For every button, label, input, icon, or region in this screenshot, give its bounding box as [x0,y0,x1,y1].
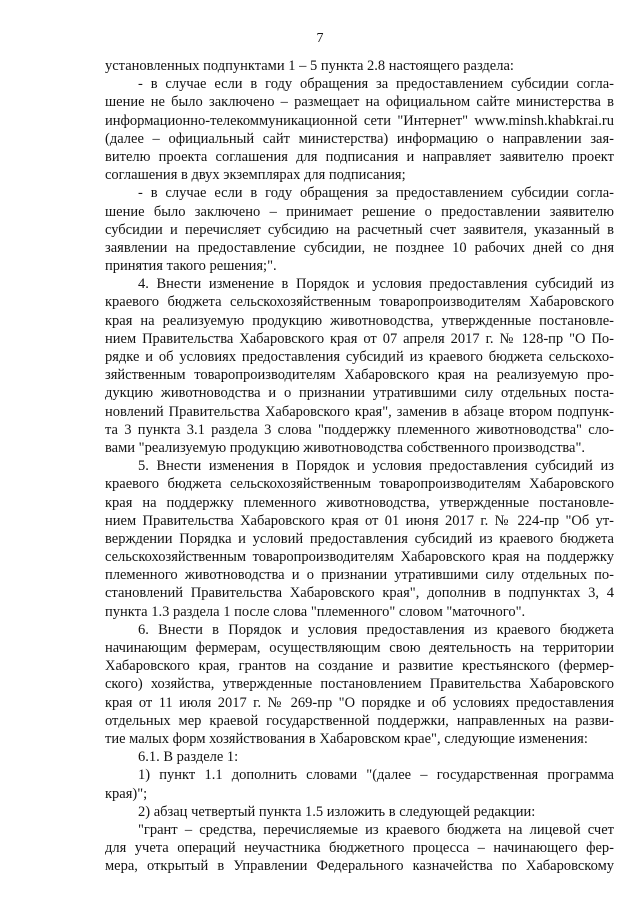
text-line: та 3 пункта 3.1 раздела 3 слова "поддержку племенного животноводства" сло- [105,421,614,438]
text-line: (далее – официальный сайт министерства) информацию о направлении зая- [105,130,614,147]
text-line: шение не было заключено – размещает на официальном сайте министерства в [105,94,614,111]
text-line: Хабаровского края, грантов на создание и развитие крестьянского (фермер- [105,658,614,675]
text-line: края на поддержку племенного животноводства, утвержденные постановле- [105,494,614,511]
text-line: информационно-телекоммуникационной сети "Интернет" www.minsh.khabkrai.ru [105,112,614,129]
text-line: установленных подпунктами 1 – 5 пункта 2.8 настоящего раздела: [105,58,514,74]
text-line: заявлении на предоставление субсидии, не позднее 10 рабочих дней со дня [105,239,614,256]
text-line: 6. Внести в Порядок и условия предоставления из краевого бюджета [138,621,614,638]
text-line: края)"; [105,785,148,802]
text-line: ского) хозяйства, утвержденные постановлением Правительства Хабаровского [105,676,614,693]
text-line: - в случае если в году обращения за предоставлением субсидии согла- [138,76,614,93]
text-line: 5. Внести изменения в Порядок и условия предоставления субсидий из [138,458,614,475]
text-line: верждении Порядка и условий предоставления субсидий из краевого бюджета [105,530,614,547]
text-line: дукцию животноводства и о признании утратившими силу отдельных поста- [105,385,614,402]
text-line: принятия такого решения;". [105,258,277,275]
text-line: 4. Внести изменение в Порядок и условия предоставления субсидий из [138,276,614,293]
text-line: соглашения в двух экземплярах для подписания; [105,167,406,184]
text-line: шение было заключено – принимает решение о предоставлении заявителю [105,203,614,220]
text-line: пункта 1.3 раздела 1 после слова "племенного" словом "маточного". [105,603,526,620]
text-line: для учета операций неучастника бюджетного процесса – начинающего фер- [105,840,614,857]
text-line: - в случае если в году обращения за предоставлением субсидии согла- [138,185,614,202]
text-line: тие малых форм хозяйствования в Хабаровском крае", следующие изменения: [105,730,588,747]
text-line: новлений Правительства Хабаровского края", заменив в абзаце втором подпунк- [105,403,614,420]
text-line: нием Правительства Хабаровского края от 07 апреля 2017 г. № 128-пр "О По- [105,330,614,347]
text-line: 1) пункт 1.1 дополнить словами "(далее – государственная программа [138,767,614,784]
text-line: краевого бюджета сельскохозяйственным товаропроизводителям Хабаровского [105,476,614,493]
text-line: мера, открытый в Управлении Федерального казначейства по Хабаровскому [105,858,614,875]
body-text [105,57,614,875]
text-line: субсидии и перечисляет субсидию на расчетный счет заявителя, указанный в [105,221,614,238]
text-line: сельскохозяйственным товаропроизводителям Хабаровского края на поддержку [105,549,614,566]
text-line: нием Правительства Хабаровского края от 01 июня 2017 г. № 224-пр "Об ут- [105,512,614,529]
text-line: становлений Правительства Хабаровского края", дополнив в подпунктах 3, 4 [105,585,614,602]
text-line: краевого бюджета сельскохозяйственным товаропроизводителям Хабаровского [105,294,614,311]
page-number: 7 [316,31,324,46]
text-line: 2) абзац четвертый пункта 1.5 изложить в следующей редакции: [138,803,536,820]
text-line: вами "реализуемую продукцию животноводства собственного производства". [105,439,586,456]
text-line: "грант – средства, перечисляемые из краевого бюджета на лицевой счет [138,821,614,838]
text-line: племенного животноводства и о признании утратившими силу отдельных по- [105,567,614,584]
text-line: края на реализуемую продукцию животноводства, утвержденные постановле- [105,312,614,329]
text-line: 6.1. В разделе 1: [138,749,239,766]
text-line: отдельных мер краевой государственной поддержки, направленных на разви- [105,712,614,729]
text-line: вителю проекта соглашения для подписания и направляет заявителю проект [105,148,614,165]
text-line: края от 11 июля 2017 г. № 269-пр "О порядке и об условиях предоставления [105,694,614,711]
text-line: начинающим фермерам, осуществляющим свою деятельность на территории [105,640,614,656]
text-line: рядке и об условиях предоставления субсидий из краевого бюджета сельскохо- [105,349,614,365]
text-line: зяйственным товаропроизводителям Хабаровского края на реализуемую про- [105,367,614,384]
